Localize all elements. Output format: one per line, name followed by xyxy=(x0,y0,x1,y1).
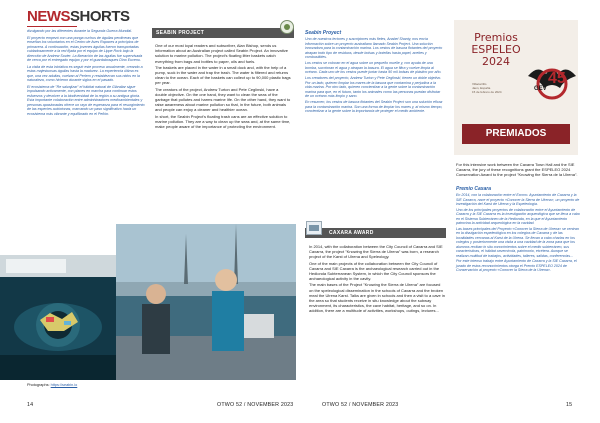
poster-title-line3: 2024 xyxy=(482,55,510,68)
paragraph: The creators of the project, Andrew Turton and Pete Ceglinski, have a double objective. On the one hand, they want to clean the seas of the garbage that pollutes and harms marine life. On the other hand, they want to raise awareness about marine pollution so that, in the future, both animals and people can enjoy a cleaner and healthier ocean. xyxy=(155,86,291,113)
paragraph: In 2014, with the collaboration between the City Council of Caxarra and SIE Caxarra, the project "Knowing the Sierra de Ulrena" was born, a research project of the Karst of Ulrena and Speleology. xyxy=(309,244,443,260)
paragraph: Uno de los principales proyectos de colaboración entre el Ayuntamiento de Caxarra y la SIE Caxarra es la investigación arqueológica que se lleva a cabo en el Sistema Subterráneo de la Hedionda, en la que el Ayuntamiento patrocina la actividad arqueológica en la cavidad. xyxy=(456,207,580,225)
paragraph: One of the main projects of the collaboration between the City Council of Caxarra and SIE Caxarra is the archaeological research carried out in the Hedionda Subterranean System, in which the City Council sponsors the archaeological activity in the cavity. xyxy=(309,260,440,282)
paragraph: En resumen, los cestos de basura flotantes del Seabin Project son una solución eficaz para la contaminación marina. Son una forma de limpiar los mares y, al mismo tiempo, concientizar a la gente sobre la importancia de proteger el medio ambiente. xyxy=(305,100,443,113)
poster-number: 45 xyxy=(548,70,566,87)
photo-caption xyxy=(27,383,77,388)
logo-underline xyxy=(27,26,77,27)
paragraph: The baskets are placed in the water in a small dock and, with the help of a pump, suck in the water and trap the trash. The water is filtered and returns clean to the ocean. Each of the baskets can collect up to 90,000 plastic bags per year. xyxy=(155,64,291,86)
right-footer: OTWO 52 / NOVEMBER 2023 xyxy=(322,402,399,408)
seabin-english-text xyxy=(155,43,291,129)
paragraph: El ecosistema de "Re salvajizar" el hábitat natural de Gibraltar sigue impulsando activamente, con planes en marcha para continuar estos esfuerzos y devolver a la biodiversidad de la región a su antigua gloria. Esta importante colaboración entre administradores medioambientales y personas apasionadas ofrece un rayo de esperanza para el resurgimiento de las especies autóctonas, marcando un paso significativo hacia un ecosistema más vibrante y equilibrado en el Peñón. xyxy=(27,84,145,116)
paragraph: One of our most loyal readers and subscriber, Alan Bishop, sends us information about an Australian project called Seabin Project. An innovative solution to marine pollution. The project's floating litter baskets catch everything from bags and bottles to paper, oils and fuels. xyxy=(155,43,288,64)
paragraph: The main bases of the Project "Knowing the Sierra de Ulrena" are focused on the speleological dissemination in the schools of Caxarra and the broken meal the Ulrena Karst. Talks are given in schools and then a visit to a cave in the area so that students receive in situ knowledge about the subway environment, its characteristics, the cave habitat, heritage, and so on. In addition, there are a multitude of activities, workshops, outings, lectures... xyxy=(309,282,445,314)
seabin-spanish-heading: Seabin Proyect xyxy=(305,30,342,36)
caxara-english-text xyxy=(309,244,445,314)
paragraph: Los cestos se colocan en el agua sobre un pequeño muelle y, con ayuda de una bomba, succionan el agua y atrapan la basura. El agua se filtra y vuelve limpia al océano. Cada uno de los cestos puede juntar hasta 90 mil bolsas de plástico por año. xyxy=(305,61,442,74)
paragraph: In short, the Seabin Project's floating trash cans are an effective solution to marine pollution. They are a way to clean up the seas and, at the same time, make people aware of the importance of protecting the environment. xyxy=(155,113,291,130)
poster-banner-text: PREMIADOS xyxy=(485,128,547,139)
logo-shorts: SHORTS xyxy=(70,8,130,25)
paragraph: En 2014, con la colaboración entre el Excmo. Ayuntamiento de Caxarra y la SIE Caxarra, nace el proyecto «Conocer la Sierra de Ulrena», un proyecto de investigación del Karst de Ulrena y la Espeleología. xyxy=(456,193,580,206)
news-shorts-logo xyxy=(27,8,130,25)
paragraph: Las bases principales del Proyecto «Conocer la Sierra de Ulrena» se centran en la divulgación espeleológica en los colegios de Caxarra y de las localidades cercanas al Karst de la Ulrena. Se llevan a cabo charlas en los colegios y posteriormente una visita a una cavidad de la zona para que los alumnos reciban in situ conocimientos sobre el medio subterráneo, sus características, el hábitat cavernícola, patrimonio, etcétera. Aunque se realizan multitud de trabajos, actividades, talleres, salidas, conferencias... xyxy=(456,226,579,258)
paragraph: Uno de nuestros lectores y suscriptores más fieles, Anabel Shanty, nos envía información sobre un proyecto australiano llamado Seabin Project. Una solución innovadora para la contaminación marina. Los cestos de basura flotantes del proyecto atrapan todo tipo de residuos, desde bolsas y botellas hasta papel, aceites y combustibles. xyxy=(305,37,443,59)
paragraph: divulgando por las diferentes durante la Segunda Guerra Mundial. xyxy=(27,29,133,33)
caxara-heading: CAXARA AWARD xyxy=(329,230,374,236)
right-page-number: 15 xyxy=(566,402,573,408)
paragraph: La visita de esta iniciativa es seguir este proceso anualmente, creando a estas majestuosas águilas hasta la madurez. La experiencia última es que, una vez adultas, vuelvan al Perlem y restablezcan sus nidos en la naturaleza, como hicieron durante siglos en el pasado. xyxy=(27,64,143,82)
seabin-creators-photo xyxy=(116,224,296,380)
caption-prefix: Photographs: xyxy=(27,383,50,387)
poster-brand: GEV xyxy=(534,86,547,92)
award-side-text: For this intensive work between the Caxarra Town Hall and the SIE Caxarra, the jury of these recognitions grant the ESPELEO 2024 Conservation Award to the project "Knowing the Sierra de la Ulrena". xyxy=(456,162,578,178)
logo-news: NEWS xyxy=(27,8,70,25)
poster-title-line1: Premios xyxy=(474,31,518,44)
seabin-heading: SEABIN PROJECT xyxy=(156,30,205,36)
paragraph: Los creadores del proyecto, Andrew Turton y Pete Ceglinski, tienen un doble objetivo. Por un lado, quieren limpiar los mares de la basura que contamina y perjudica a la vida marina. Por otro lado, quieren concientizar a la gente sobre la contaminación marina para que, en el futuro, tanto los animales como las personas puedan disfrutar de un océano más limpio y sano. xyxy=(305,76,442,98)
premio-spanish-text xyxy=(456,193,580,273)
seabin-photo-left xyxy=(0,255,116,380)
caxara-heading-bar xyxy=(305,228,446,238)
poster-title xyxy=(464,32,528,68)
left-page-number: 14 xyxy=(27,402,34,408)
left-footer: OTWO 52 / NOVEMBER 2023 xyxy=(217,402,294,408)
poster-banner xyxy=(462,124,570,144)
seabin-spanish-text xyxy=(305,37,443,114)
paragraph: El proyecto empezó con una ponga cuchus de águilas perdiceras que enseñan los voluntarios en el Centro de Aves Rapaces a principios de primavera. A continuación, estas jovenes águilas fueron transportadas cuidadosamente a la red fijada por el equipo de Lippe Rock bajo la dirección de Andrew Sovier. La liberación de las águilas fue supervisada de cerca por el entregado equipo y por el guardabosques Dino Euvenu. xyxy=(27,35,143,62)
premio-heading: Premio Caxara xyxy=(456,186,492,192)
left-col1-text xyxy=(27,29,146,116)
paragraph: Por este intenso trabajo entre Ayuntamiento de Caxarra y la SIE Caxarra, el jurado de estos reconocimientos otorga el Premio ESPELEO 2024 de Conservación al proyecto «Conocer la Sierra de la Ulrena». xyxy=(456,259,577,272)
seabin-heading-bar xyxy=(152,28,294,38)
poster-small-text: Villacarrillo Jaén, España 15 de febrero de 2024 xyxy=(472,82,502,94)
poster-title-line2: ESPELEO xyxy=(471,43,521,56)
caption-link[interactable]: https://seabin.io xyxy=(50,383,78,387)
recycle-badge-icon xyxy=(280,20,294,34)
award-badge-icon xyxy=(306,221,322,235)
espeleo-poster xyxy=(454,20,578,155)
